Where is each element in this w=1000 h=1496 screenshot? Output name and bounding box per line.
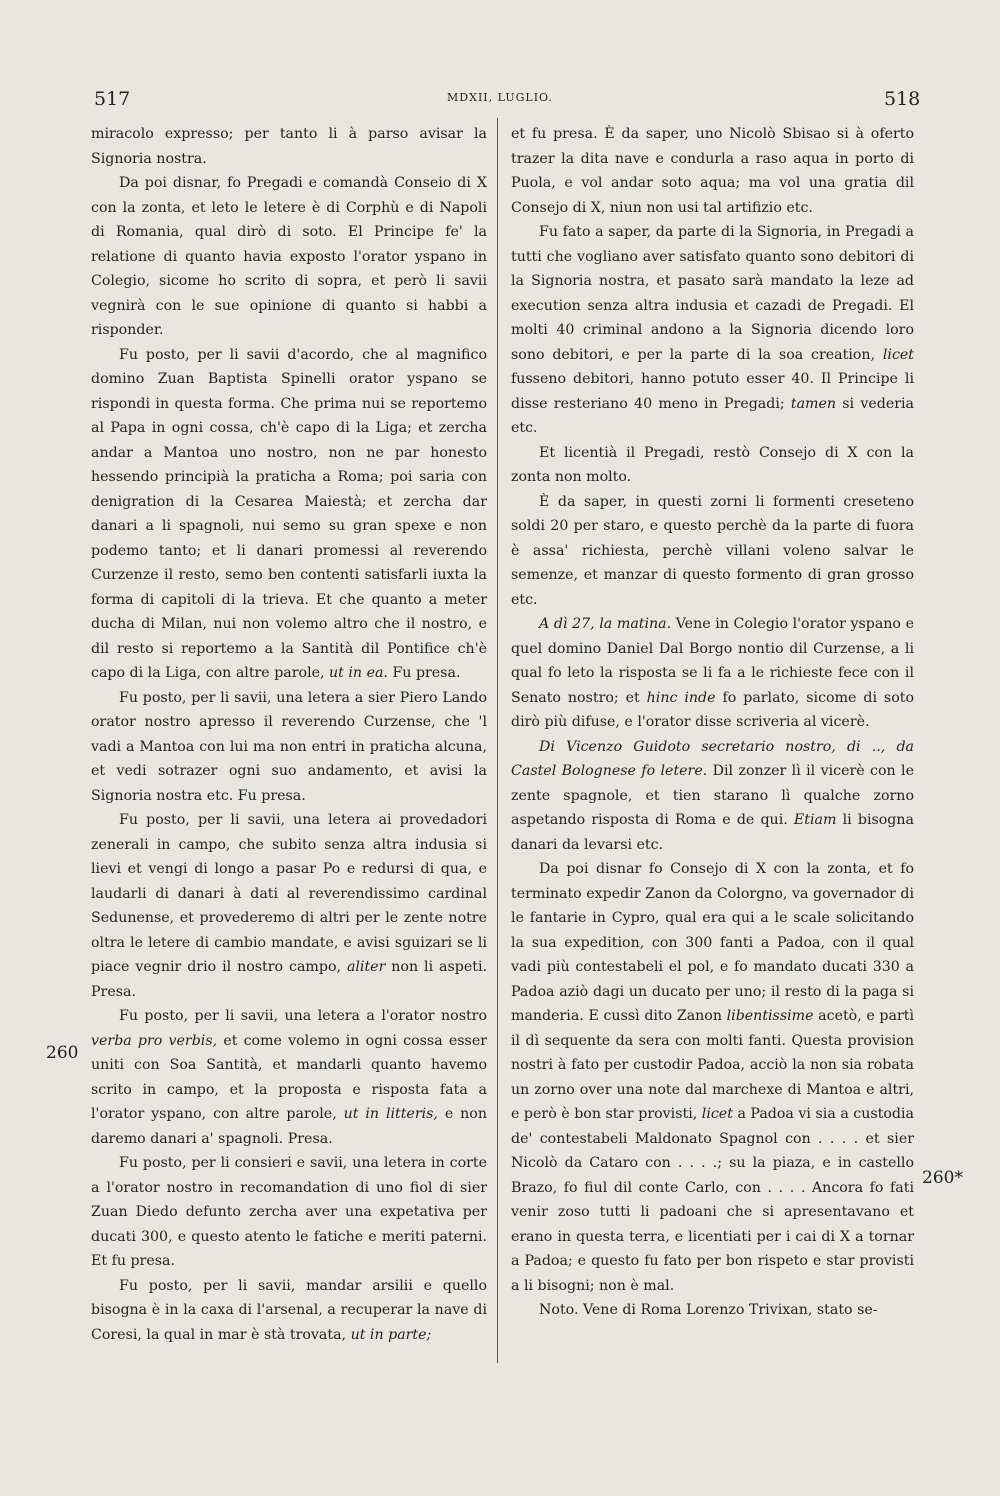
paragraph: [511, 122, 914, 220]
paragraph: [91, 1151, 487, 1274]
italic-text: verba pro verbis,: [91, 1032, 218, 1049]
paragraph: [91, 1274, 487, 1348]
text-run: Fu presa.: [387, 665, 461, 681]
text-run: et come volemo in ogni cossa esser uniti con Soa Santità, et mandarli quanto havemo scrito in campo, et la proposta e risposta fata a l'orator yspano, con altre parole,: [91, 1032, 487, 1122]
text-run: Da poi disnar fo Consejo di X con la zonta, et fo terminato expedir Zanon da Colorgno, va governador di le fantarie in Cypro, qual era qui a le scale solicitando la sua expedition, con 300 fanti a Padoa, con il qual vadi più contestabeli el pol, e fo mandato ducati 330 a Padoa aziò dagi un ducato per uno; il resto di la paga si manderia. E cussì dito Zanon: [511, 861, 914, 1024]
paragraph: [511, 735, 914, 858]
paragraph: [91, 171, 487, 343]
text-run: Noto. Vene di Roma Lorenzo Trivixan, stato se-: [539, 1302, 878, 1318]
paragraph: [511, 490, 914, 613]
text-run: e non daremo danari a' spagnoli. Presa.: [91, 1106, 487, 1147]
running-head: MDXII, LUGLIO.: [447, 91, 553, 104]
paragraph: [91, 1004, 487, 1151]
margin-number-right: 260*: [922, 1168, 963, 1188]
right-column: [511, 122, 914, 1323]
text-run: si vederia etc.: [511, 395, 914, 436]
text-run: Vene in Colegio l'orator yspano e quel domino Daniel Dal Borgo nontio dil Curzense, a li qual fo leto la risposta se li fa a le richieste fece con il Senato nostro; et: [511, 616, 914, 706]
page-number-right: 518: [884, 88, 921, 110]
text-run: Fu posto, per li savii, una letera a sier Piero Lando orator nostro apresso il reverendo Curzense, che 'l vadi a Mantoa con lui ma non entri in praticha alcuna, et vedi sotrazer ogni suo andamento, et avisi la Signoria nostra etc. Fu presa.: [91, 689, 487, 804]
text-run: non li aspeti. Presa.: [91, 959, 487, 1000]
italic-text: ut in parte;: [350, 1326, 432, 1343]
column-divider: [497, 118, 498, 1363]
italic-text: licet: [701, 1106, 733, 1122]
text-run: Dil zonzer lì il vicerè con le zente spagnole, et tien starano lì qualche zorno aspetando risposta di Roma e de qui.: [511, 763, 914, 828]
italic-text: aliter: [346, 959, 386, 975]
text-run: li bisogna danari da levarsi etc.: [511, 812, 914, 853]
paragraph: [511, 857, 914, 1298]
text-run: fusseno debitori, hanno potuto esser 40. Il Principe li disse resteriano 40 meno in Pregadi;: [511, 371, 914, 412]
text-run: fo parlato, sicome di soto dirò più difuse, e l'orator disse scriveria al vicerè.: [511, 689, 914, 730]
paragraph: [511, 441, 914, 490]
text-run: Fu posto, per li savii, mandar arsilii e quello bisogna è in la caxa di l'arsenal, a recuperar la nave di Coresi, la qual in mar è stà trovata,: [91, 1277, 487, 1343]
text-run: miracolo expresso; per tanto li à parso avisar la Signoria nostra.: [91, 126, 487, 167]
paragraph: [91, 343, 487, 686]
text-run: Fu fato a saper, da parte di la Signoria, in Pregadi a tutti che vogliano aver satisfato quanto sono debitori di la Signoria nostra, et pasato sarà mandato la leze ad execution senza altra indusia et cazadi de Pregadi. El molti 40 criminal andono a la Signoria dicendo loro sono debitori, e per la parte di la soa creation,: [511, 224, 914, 363]
margin-number-left: 260: [46, 1043, 79, 1063]
text-run: Fu posto, per li consieri e savii, una letera in corte a l'orator nostro in recomandation di uno fiol di sier Zuan Diedo defunto zercha aver una expetativa per ducati 300, e questo atento le fatiche e meriti paterni. Et fu presa.: [91, 1155, 487, 1269]
text-run: Fu posto, per li savii, una letera ai provedadori zenerali in campo, che subito senza altra indusia si lievi et vengi di longo a pasar Po e redursi di qua, e laudarli di danari à dati al reverendissimo cardinal Sedunense, et provederemo di altri per le zente notre oltra le letere di cambio mandate, e avisi sguizari se li piace vegnir drio il nostro campo,: [91, 812, 487, 975]
italic-text: libentissime: [726, 1008, 814, 1024]
left-column: [91, 122, 487, 1347]
italic-text: tamen: [790, 395, 837, 412]
page-number-left: 517: [94, 88, 131, 110]
text-run: acetò, e partì il dì sequente da sera con molti fanti. Questa provision nostri à fato per custodir Padoa, acciò la non sia robata un zorno over una note dal marchexe di Mantoa e altri, e però è bon star provisti,: [511, 1008, 914, 1122]
paragraph: [511, 220, 914, 441]
paragraph: [511, 612, 914, 735]
paragraph: [91, 686, 487, 809]
text-run: Da poi disnar, fo Pregadi e comandà Conseio di X con la zonta, et leto le letere è di Corphù e di Napoli di Romania, qual dirò di soto. El Principe fe' la relatione di quanto havia exposto l'orator yspano in Colegio, sicome ho scrito di sopra, et però li savii vegnirà con le sue opinione di quanto si habbi a risponder.: [91, 175, 487, 338]
paragraph: [91, 122, 487, 171]
italic-text: ut in ea.: [329, 665, 388, 681]
paragraph: [91, 808, 487, 1004]
text-run: Fu posto, per li savii, una letera a l'orator nostro: [119, 1008, 487, 1024]
italic-text: ut in litteris,: [343, 1106, 438, 1122]
paragraph: [511, 1298, 914, 1323]
italic-text: Etiam: [793, 812, 837, 828]
text-run: a Padoa vi sia a custodia de' contestabeli Maldonato Spagnol con . . . . et sier Nicolò da Cataro con . . . .; su la piaza, e in castello Brazo, fo fiul dil conte Carlo, con . . . . Ancora fo fati venir zoso tutti li padoani che si apresentavano et erano in questa terra, e licentiati per i cai di X a tornar a Padoa; e questo fu fato per bon rispeto e star provisti a li bisogni; non è mal.: [511, 1106, 914, 1294]
italic-text: hinc inde: [646, 689, 716, 706]
text-run: Et licentià il Pregadi, restò Consejo di X con la zonta non molto.: [511, 444, 914, 485]
italic-text: A dì 27, la matina.: [539, 616, 672, 632]
text-run: È da saper, in questi zorni li formenti creseteno soldi 20 per staro, e questo perchè da la parte di fuora è assa' richiesta, perchè villani voleno salvar le semenze, et manzar di questo formento di gran grosso etc.: [511, 493, 914, 608]
italic-text: Di Vicenzo Guidoto secretario nostro, di .., da Castel Bolognese fo letere.: [511, 738, 914, 779]
italic-text: licet: [882, 346, 914, 363]
text-run: et fu presa. È da saper, uno Nicolò Sbisao si à oferto trazer la dita nave e condurla a raso aqua in porto di Puola, e vol andar soto aqua; ma vol una gratia dil Consejo di X, niun non usi tal artifizio etc.: [511, 126, 914, 216]
text-run: Fu posto, per li savii d'acordo, che al magnifico domino Zuan Baptista Spinelli orator yspano se rispondi in questa forma. Che prima nui se reportemo al Papa in ogni cossa, ch'è capo di la Liga; et zercha andar a Mantoa uno nostro, non ne par honesto hessendo principià la praticha a Roma; poi saria con denigration di la Cesarea Maiestà; et zercha dar danari a li spagnoli, nui semo su gran spexe e non podemo tanto; et li danari promessi al reverendo Curzenze il resto, semo ben contenti satisfarli iuxta la forma di capitoli di la trieva. Et che quanto a meter ducha di Milan, nui non volemo altro che il nostro, e dil resto si reportemo a la Santità dil Pontifice ch'è capo di la Liga, con altre parole,: [91, 346, 487, 681]
